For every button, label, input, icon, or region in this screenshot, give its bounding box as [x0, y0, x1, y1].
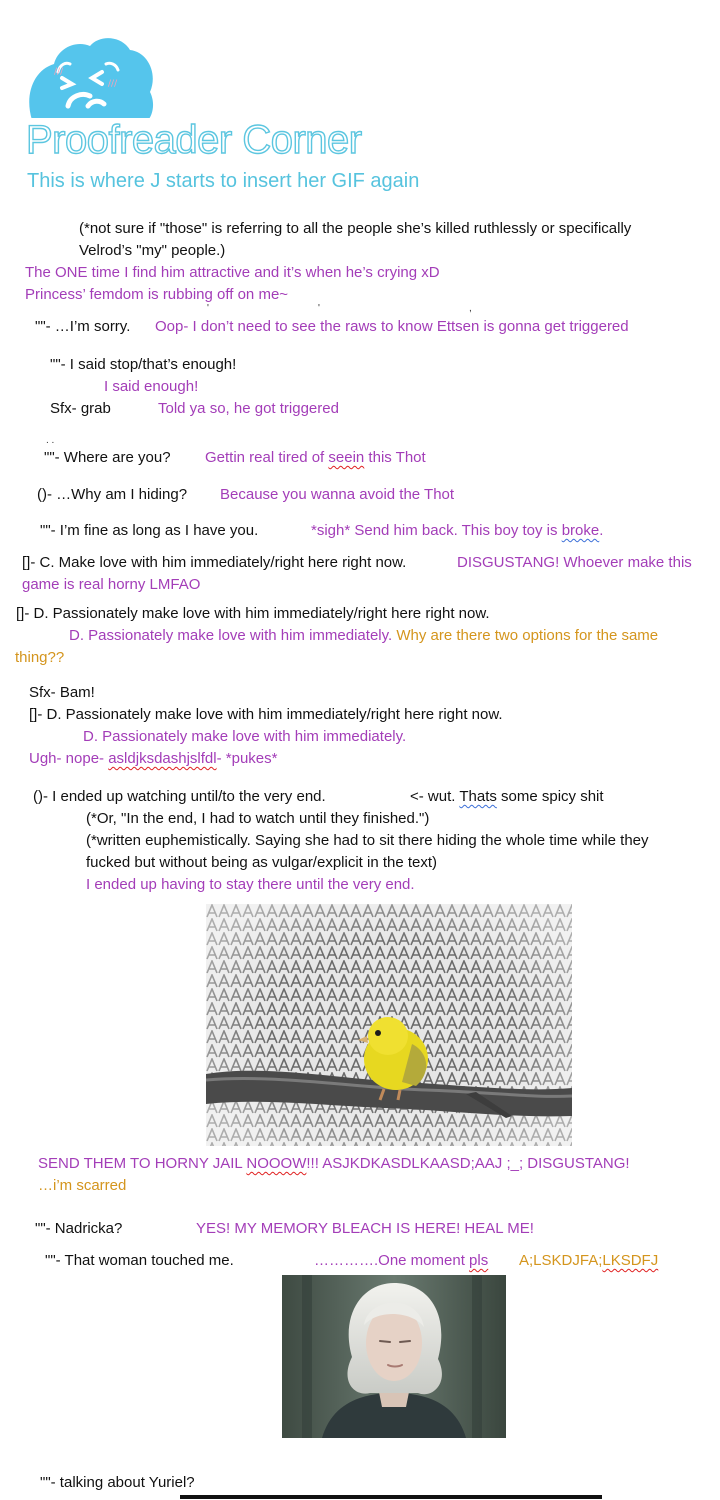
- proofreader-comment: YES! MY MEMORY BLEACH IS HERE! HEAL ME!: [196, 1220, 534, 1237]
- script-line: []- D. Passionately make love with him immediately/right here right now.: [16, 605, 490, 622]
- script-line: ()- …Why am I hiding?: [37, 486, 188, 503]
- proofreader-comment: Told ya so, he got triggered: [158, 400, 339, 417]
- divider: [180, 1495, 602, 1499]
- proofreader-comment: Oop- I don’t need to see the raws to know Ettsen is gonna get triggered: [155, 318, 629, 335]
- proofreader-comment: Princess’ femdom is rubbing off on me~: [25, 286, 289, 303]
- translator-note: (*not sure if "those" is referring to all the people she’s killed ruthlessly or specifically: [79, 220, 632, 237]
- proofread-correction: D. Passionately make love with him immediately. Why are there two options for the same: [69, 627, 659, 644]
- script-line: ""- Nadricka?: [35, 1220, 123, 1237]
- proofreader-comment: SEND THEM TO HORNY JAIL NOOOW!!! ASJKDKASDLKAASD;AAJ ;_; DISGUSTANG!: [38, 1155, 630, 1172]
- translator-note: (*Or, "In the end, I had to watch until they finished."): [86, 810, 430, 827]
- proofreader-comment: Ugh- nope- asldjksdashjslfdl- *pukes*: [29, 750, 278, 767]
- proofread-correction: I ended up having to stay there until the very end.: [86, 876, 415, 893]
- editor-comment: thing??: [15, 649, 65, 666]
- translator-note: fucked but without being as vulgar/explicit in the text): [86, 854, 438, 871]
- proofread-correction: I said enough!: [104, 378, 199, 395]
- proofreader-comment: *sigh* Send him back. This boy toy is broke.: [311, 522, 604, 539]
- proofreader-comment: Because you wanna avoid the Thot: [220, 486, 455, 503]
- script-line: []- D. Passionately make love with him immediately/right here right now.: [29, 706, 503, 723]
- page-subtitle: This is where J starts to insert her GIF again: [27, 170, 420, 192]
- proofreader-comment: ………….One moment pls: [314, 1252, 489, 1269]
- script-line: ""- I said stop/that’s enough!: [50, 356, 237, 373]
- script-line: ""- talking about Yuriel?: [40, 1474, 195, 1491]
- proofreader-comment: Gettin real tired of seein this Thot: [205, 449, 426, 466]
- editor-comment: A;LSKDJFA;LKSDFJ: [519, 1252, 659, 1269]
- page-title: Proofreader Corner: [26, 118, 362, 162]
- svg-text:///: ///: [54, 67, 64, 77]
- script-line: Sfx- Bam!: [29, 684, 95, 701]
- script-line: ""- That woman touched me.: [45, 1252, 234, 1269]
- canary-gif: [206, 904, 572, 1146]
- proofreader-comment: DISGUSTANG! Whoever make this: [457, 554, 692, 571]
- translator-note: (*written euphemistically. Saying she had to sit there hiding the whole time while they: [86, 832, 649, 849]
- script-line: ()- I ended up watching until/to the very end.: [33, 788, 326, 805]
- proofreader-comment: The ONE time I find him attractive and it’s when he’s crying xD: [25, 264, 440, 281]
- translator-note: Velrod’s "my" people.): [79, 242, 226, 259]
- logo-icon: [24, 34, 156, 124]
- proofreader-comment: game is real horny LMFAO: [22, 576, 201, 593]
- script-line: []- C. Make love with him immediately/right here right now.: [22, 554, 407, 571]
- script-line: ""- Where are you?: [44, 449, 171, 466]
- proofread-correction: D. Passionately make love with him immediately.: [83, 728, 407, 745]
- editor-comment: …i’m scarred: [38, 1177, 127, 1194]
- script-line: ""- I’m fine as long as I have you.: [40, 522, 259, 539]
- svg-text:///: ///: [108, 79, 118, 89]
- proofreader-comment: <- wut. Thats some spicy shit: [410, 788, 604, 805]
- script-line: Sfx- grab: [50, 400, 111, 417]
- memory-bleach-gif: [282, 1275, 506, 1438]
- script-line: ""- …I’m sorry.: [35, 318, 131, 335]
